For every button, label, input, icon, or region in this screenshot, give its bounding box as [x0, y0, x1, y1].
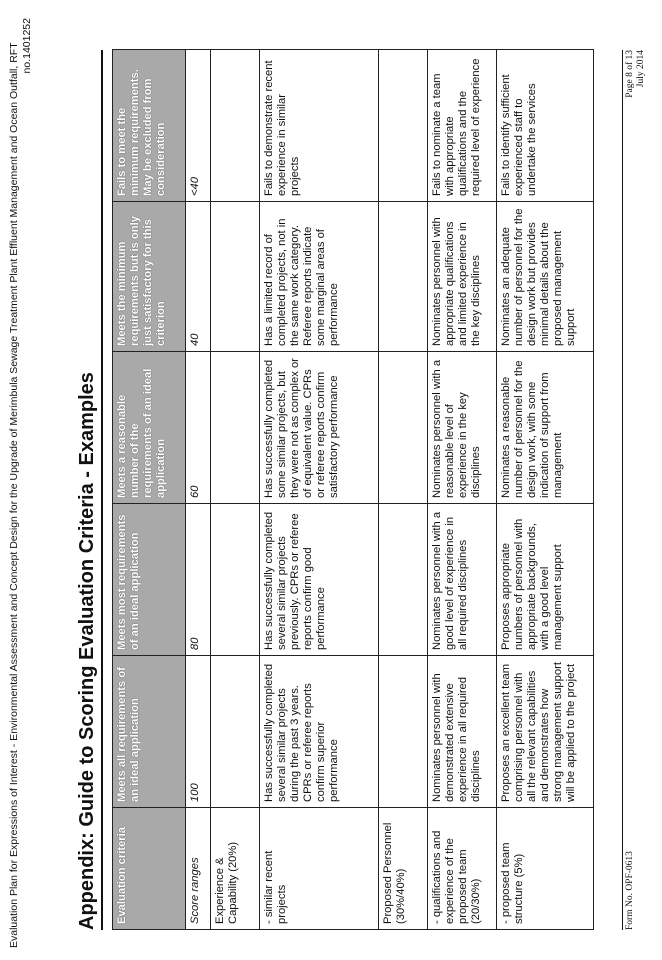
table-cell: Has successfully completed some similar projects, but they were not as complex or of equivalent value. CPRs or referee reports confirm satisfactory performance — [260, 352, 379, 504]
section-label: Experience & Capability (20%) — [211, 808, 260, 930]
page-number: Page 8 of 13 — [625, 50, 635, 98]
table-cell: Nominates personnel with appropriate qualifications and limited experience in the key disciplines — [428, 202, 497, 352]
score-ranges-row — [186, 50, 211, 930]
header-line-2: no.1401252 — [21, 18, 33, 74]
table-cell: 40 — [186, 202, 211, 352]
table-cell: - similar recent projects — [260, 808, 379, 930]
table-row — [260, 50, 379, 930]
section-label: Proposed Personnel (30%/40%) — [379, 808, 428, 930]
table-cell: Fails to nominate a team with appropriate qualifications and the required level of experience — [428, 50, 497, 202]
document-header — [8, 18, 34, 948]
table-row — [428, 50, 497, 930]
table-cell: - proposed team structure (5%) — [497, 808, 594, 930]
table-cell — [379, 202, 428, 352]
table-cell: Has a limited record of completed projects, not in the same work category. Referee reports indicate some marginal areas of performance — [260, 202, 379, 352]
page-title: Appendix: Guide to Scoring Evaluation Criteria - Examples — [76, 50, 103, 930]
table-cell — [379, 352, 428, 504]
table-cell: Nominates an adequate number of personnel for the design work but provides minimal details about the proposed management support — [497, 202, 594, 352]
criteria-table — [112, 49, 594, 930]
header-cell: Meets a reasonable number of the requirements of an ideal application — [113, 352, 186, 504]
table-cell — [211, 504, 260, 656]
header-line-1: Evaluation Plan for Expressions of Interest - Environmental Assessment and Concept Design for the Upgrade of Merimbula Sewage Treatment Plant Effluent Management and Ocean Outfall, RFT — [8, 42, 20, 948]
header-cell: Meets the minimum requirements but is only just satisfactory for this criterion — [113, 202, 186, 352]
document-footer — [622, 50, 646, 930]
table-cell — [379, 504, 428, 656]
header-cell: Meets most requirements of an ideal application — [113, 504, 186, 656]
table-cell — [379, 50, 428, 202]
form-number: Form No. OPF-0613 — [625, 851, 635, 930]
table-cell: 80 — [186, 504, 211, 656]
table-cell: Proposes an excellent team comprising personnel with all the relevant capabilities and demonstrates how strong management support will be applied to the project — [497, 656, 594, 808]
header-cell: Evaluation criteria — [113, 808, 186, 930]
table-cell: Nominates a reasonable number of personnel for the design work, with some indication of support from management — [497, 352, 594, 504]
table-cell — [211, 656, 260, 808]
header-cell: Fails to meet the minimum requirements. May be excluded from consideration — [113, 50, 186, 202]
table-cell: Has successfully completed several similar projects previously. CPRs or referee reports confirm good performance — [260, 504, 379, 656]
table-cell: Has successfully completed several similar projects during the past 3 years. CPRs or referee reports confirm superior performance — [260, 656, 379, 808]
table-cell: Fails to identify sufficient experienced staff to undertake the services — [497, 50, 594, 202]
table-row — [497, 50, 594, 930]
table-cell: Score ranges — [186, 808, 211, 930]
section-row — [211, 50, 260, 930]
table-cell: Nominates personnel with a good level of experience in all required disciplines — [428, 504, 497, 656]
table-cell — [211, 202, 260, 352]
table-cell: Nominates personnel with a reasonable level of experience in the key disciplines — [428, 352, 497, 504]
table-cell: Proposes appropriate numbers of personnel with appropriate backgrounds, with a good level management support — [497, 504, 594, 656]
table-cell — [379, 656, 428, 808]
footer-date: July 2014 — [636, 50, 646, 88]
page-info — [625, 50, 647, 98]
table-cell: 60 — [186, 352, 211, 504]
table-cell: Fails to demonstrate recent experience in similar projects — [260, 50, 379, 202]
section-row — [379, 50, 428, 930]
table-cell: Nominates personnel with demonstrated extensive experience in all required disciplines — [428, 656, 497, 808]
table-header-row — [113, 50, 186, 930]
table-cell: - qualifications and experience of the proposed team (20/30%) — [428, 808, 497, 930]
table-cell: 100 — [186, 656, 211, 808]
table-cell — [211, 50, 260, 202]
header-cell: Meets all requirements of an ideal application — [113, 656, 186, 808]
table-cell: <40 — [186, 50, 211, 202]
table-cell — [211, 352, 260, 504]
